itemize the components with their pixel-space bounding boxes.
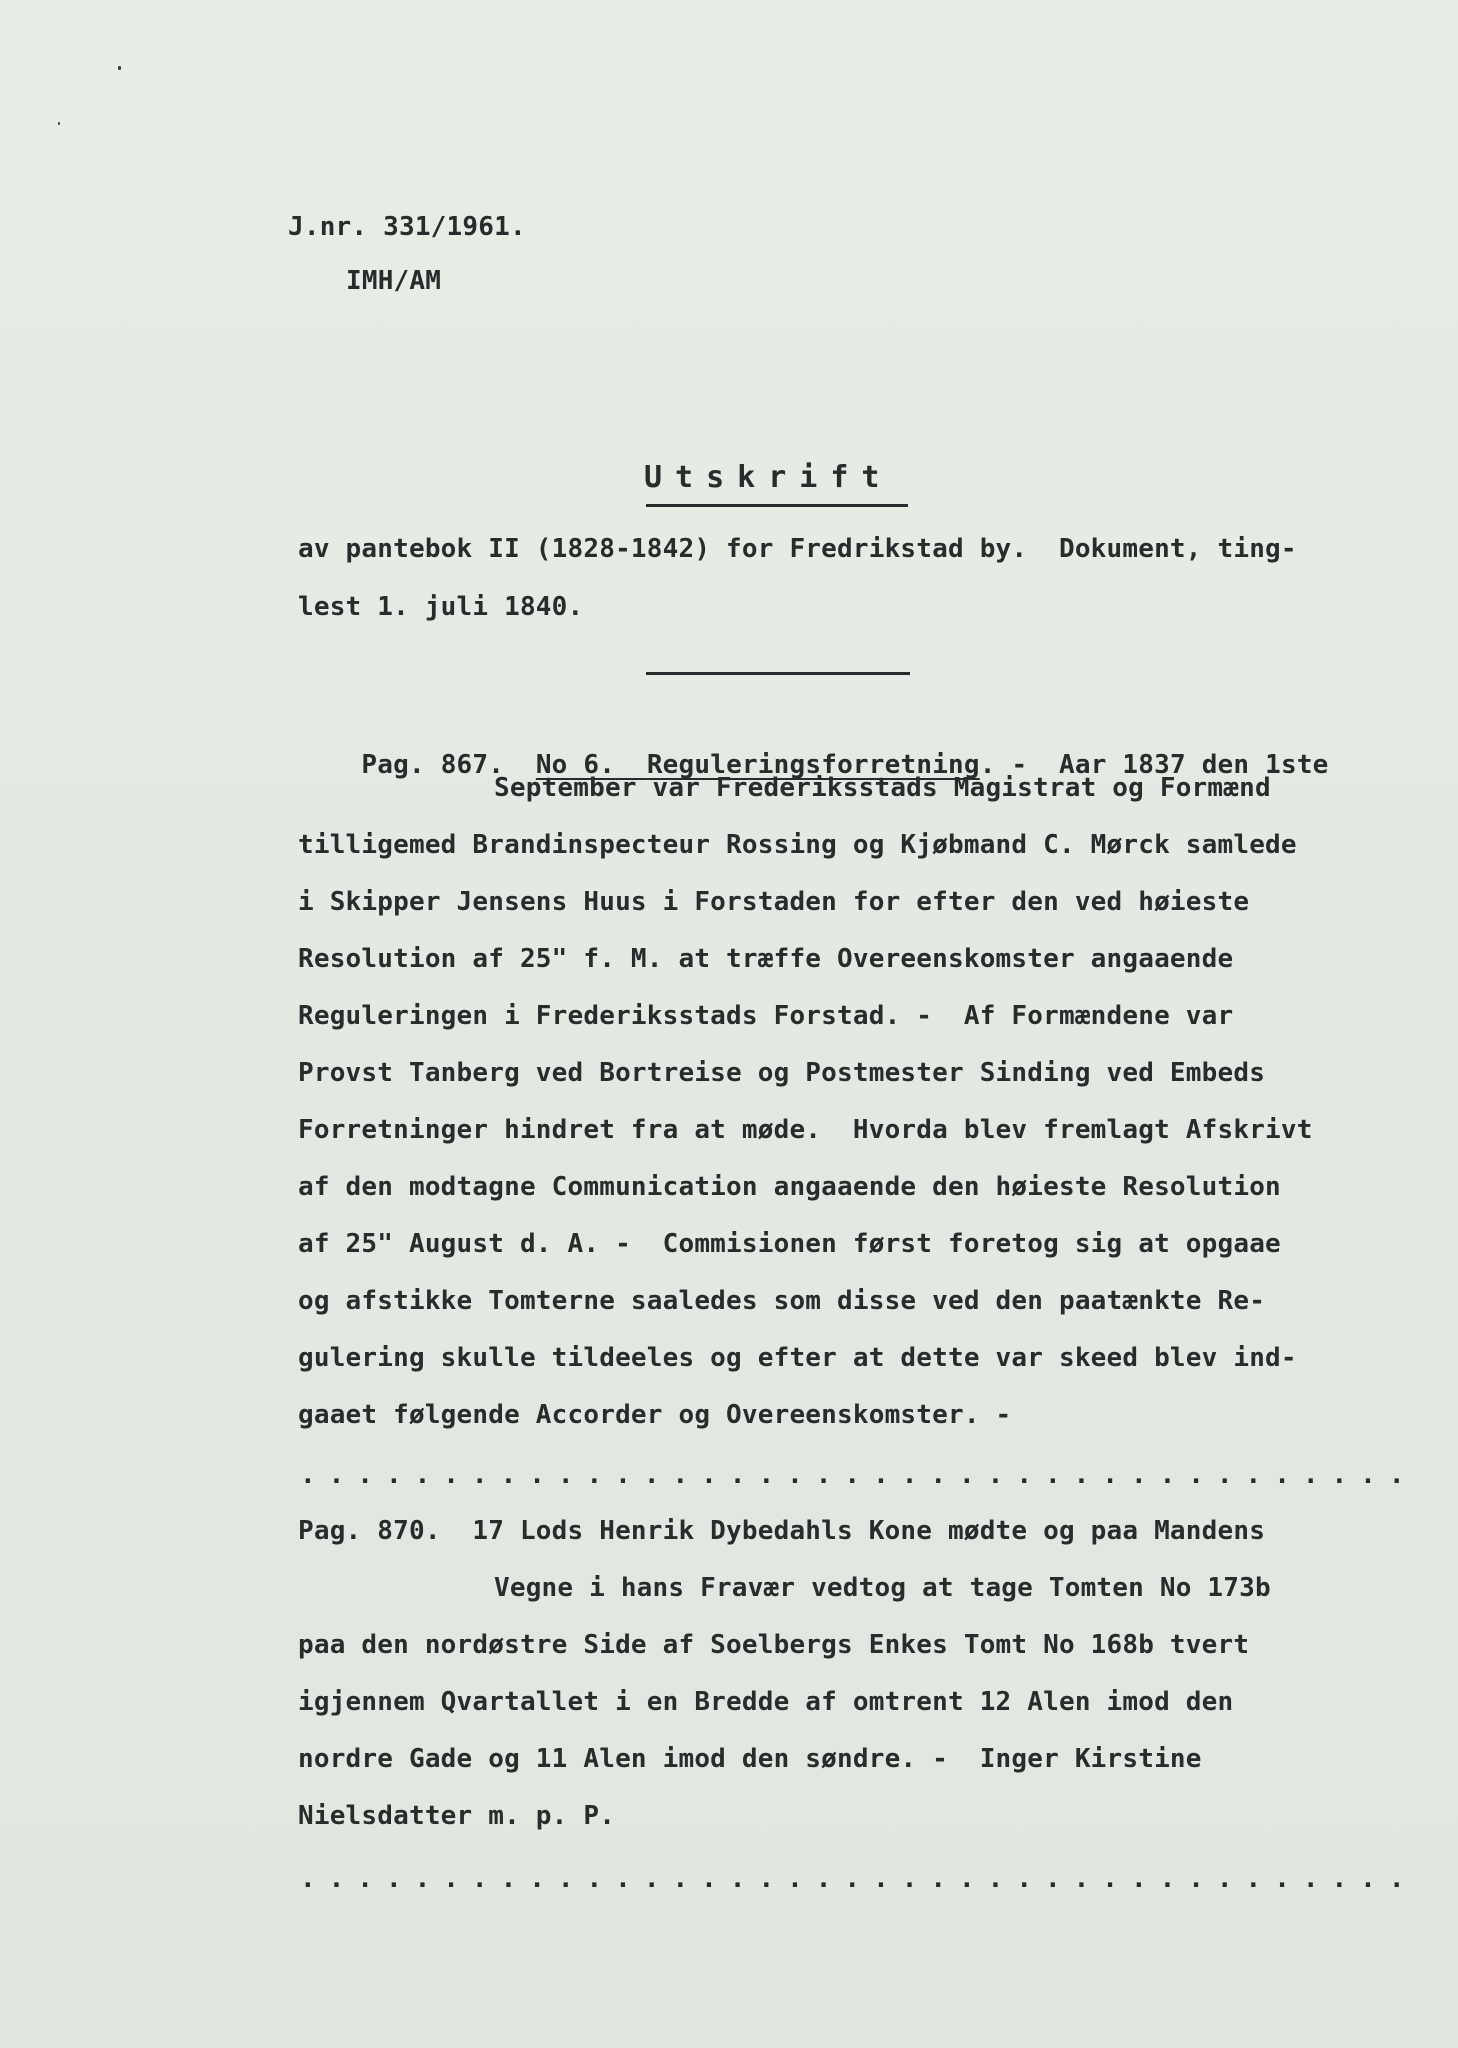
section2-first-line: Pag. 870. 17 Lods Henrik Dybedahls Kone mødte og paa Mandens	[298, 1516, 1266, 1546]
page-reference: Pag. 867.	[361, 750, 505, 780]
section1-line: Provst Tanberg ved Bortreise og Postmester Sinding ved Embeds	[298, 1058, 1266, 1088]
section1-line: tilligemed Brandinspecteur Rossing og Kjøbmand C. Mørck samlede	[298, 830, 1297, 860]
ink-speck	[118, 66, 121, 70]
section1-line: September var Frederiksstads Magistrat og Formænd	[494, 773, 1271, 803]
journal-number: J.nr. 331/1961.	[288, 212, 526, 242]
section2-line: Vegne i hans Fravær vedtog at tage Tomten No 173b	[494, 1573, 1271, 1603]
ink-speck	[58, 122, 60, 125]
section1-line: af den modtagne Communication angaaende den høieste Resolution	[298, 1172, 1281, 1202]
section-heading-rest: . - Aar 1837 den 1ste	[979, 750, 1329, 780]
section1-line: Reguleringen i Frederiksstads Forstad. - Af Formændene var	[298, 1001, 1234, 1031]
section-number: No 6.	[535, 750, 616, 780]
section2-line: paa den nordøstre Side af Soelbergs Enkes Tomt No 168b tvert	[298, 1630, 1250, 1660]
dotted-separator: .......................................	[300, 1864, 1418, 1894]
section1-line: gaaet følgende Accorder og Overeenskomster. -	[298, 1400, 1012, 1430]
section-heading: Reguleringsforretning	[646, 750, 980, 780]
section1-line: og afstikke Tomterne saaledes som disse ved den paatænkte Re-	[298, 1286, 1266, 1316]
section1-line: gulering skulle tildeeles og efter at dette var skeed blev ind-	[298, 1343, 1297, 1373]
intro-line-2: lest 1. juli 1840.	[298, 592, 584, 622]
intro-line-1: av pantebok II (1828-1842) for Fredrikstad by. Dokument, ting-	[298, 534, 1297, 564]
section-divider	[646, 672, 910, 675]
document-title: Utskrift	[644, 460, 893, 495]
section1-line: Resolution af 25" f. M. at træffe Overeenskomster angaaende	[298, 944, 1234, 974]
section1-line: af 25" August d. A. - Commisionen først foretog sig at opgaae	[298, 1229, 1281, 1259]
initials: IMH/AM	[346, 266, 442, 296]
section2-line: nordre Gade og 11 Alen imod den søndre. - Inger Kirstine	[298, 1744, 1202, 1774]
dotted-separator: .......................................	[300, 1460, 1418, 1490]
section1-line: Forretninger hindret fra at møde. Hvorda blev fremlagt Afskrivt	[298, 1115, 1313, 1145]
section2-line: igjennem Qvartallet i en Bredde af omtrent 12 Alen imod den	[298, 1687, 1234, 1717]
section1-line: i Skipper Jensens Huus i Forstaden for efter den ved høieste	[298, 887, 1250, 917]
section2-line: Nielsdatter m. p. P.	[298, 1801, 616, 1831]
title-underline	[646, 504, 908, 507]
